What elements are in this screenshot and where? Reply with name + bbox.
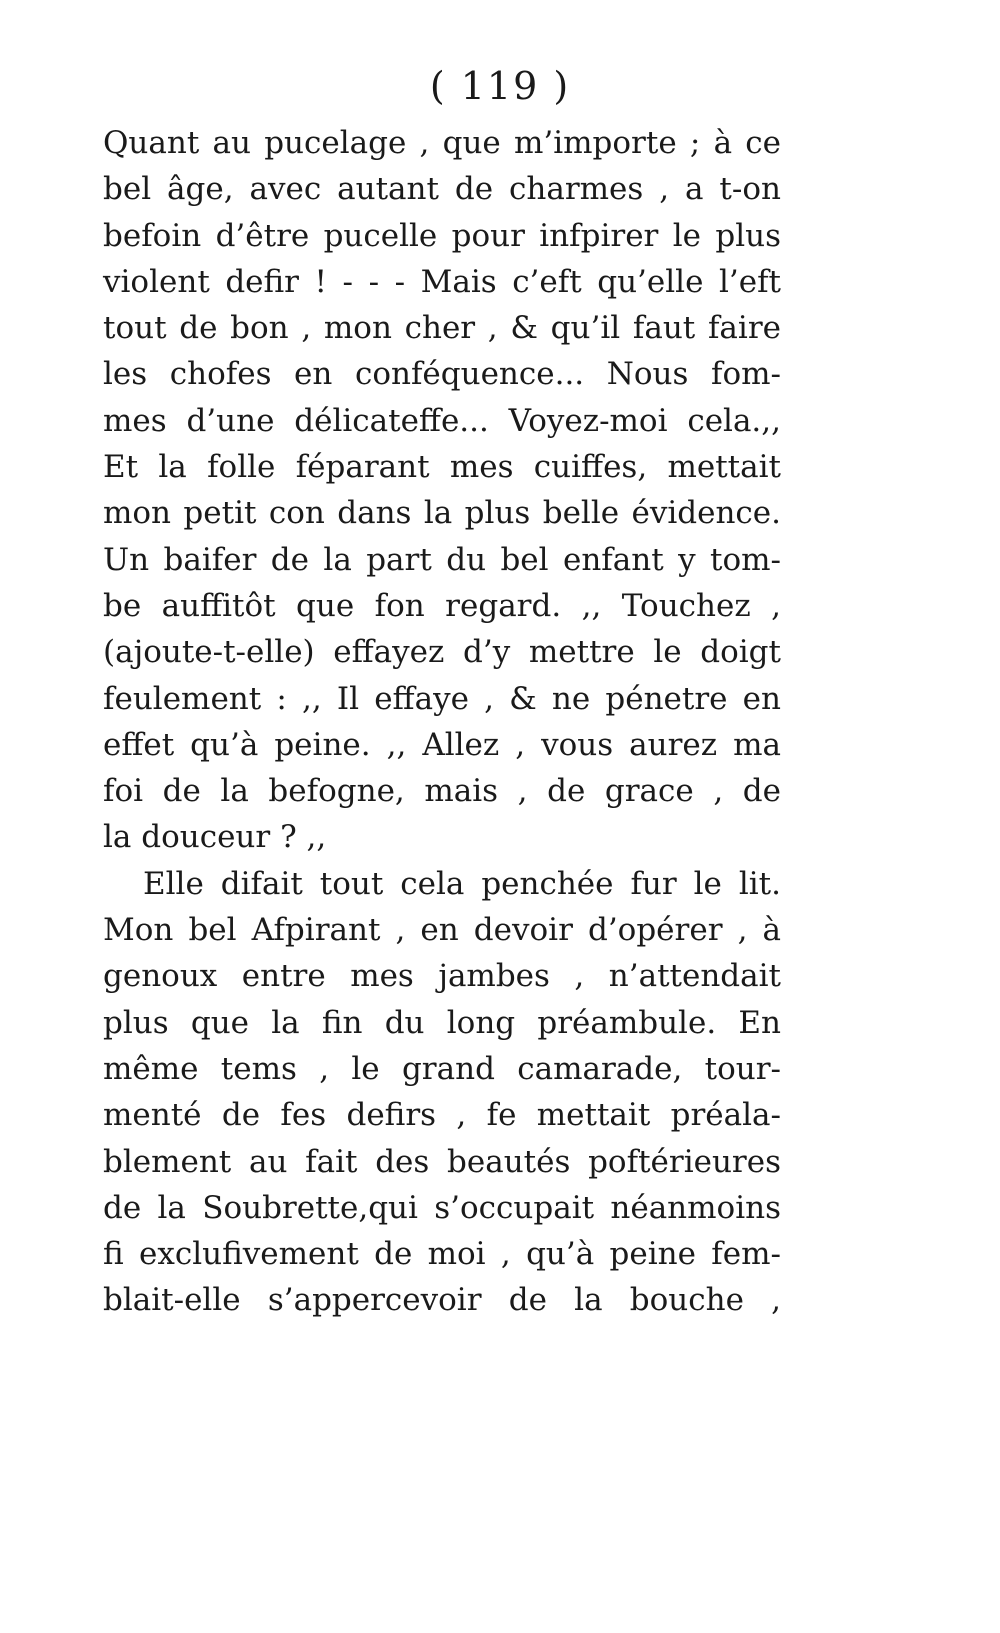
text-line: violent defir ! - - - Mais c’eft qu’elle l’eft: [103, 263, 781, 300]
text-line: Quant au pucelage , que m’importe ; à ce: [103, 125, 781, 161]
text-line: les chofes en conféquence... Nous fom-: [103, 356, 781, 393]
text-line: la douceur ? ,,: [103, 819, 327, 856]
text-line: Elle difait tout cela penchée fur le lit.: [143, 865, 781, 902]
body-text: [103, 120, 781, 1324]
text-line: genoux entre mes jambes , n’attendait: [103, 958, 781, 995]
text-line: tout de bon , mon cher , & qu’il faut faire: [103, 310, 781, 347]
text-line: menté de fes defirs , fe mettait préala-: [103, 1097, 781, 1134]
text-line: de la Soubrette,qui s’occupait néanmoins: [103, 1189, 781, 1226]
text-line: blait-elle s’appercevoir de la bouche ,: [103, 1282, 781, 1319]
text-line: bel âge, avec autant de charmes , a t-on: [103, 171, 781, 208]
text-line: Et la folle féparant mes cuiffes, mettait: [103, 449, 781, 486]
page-number: ( 119 ): [429, 64, 571, 108]
text-line: plus que la fin du long préambule. En: [103, 1004, 781, 1041]
paragraph-1: [103, 120, 781, 861]
text-line: Mon bel Afpirant , en devoir d’opérer , à: [103, 912, 781, 949]
text-line: effet qu’à peine. ,, Allez , vous aurez ma: [103, 726, 781, 763]
paragraph-2: [103, 861, 781, 1324]
text-line: mes d’une délicateffe... Voyez-moi cela.,,: [103, 402, 781, 439]
text-line: feulement : ,, Il effaye , & ne pénetre en: [103, 680, 781, 717]
text-line: Un baifer de la part du bel enfant y tom-: [103, 541, 781, 578]
text-line: fi exclufivement de moi , qu’à peine fem-: [103, 1236, 781, 1273]
text-line: blement au fait des beautés poftérieures: [103, 1143, 781, 1180]
text-line: mon petit con dans la plus belle évidence.: [103, 495, 781, 532]
text-line: foi de la befogne, mais , de grace , de: [103, 773, 781, 810]
text-line: befoin d’être pucelle pour infpirer le plus: [103, 217, 781, 254]
text-line: même tems , le grand camarade, tour-: [103, 1050, 781, 1087]
text-line: (ajoute-t-elle) effayez d’y mettre le doigt: [103, 634, 781, 671]
text-line: be auffitôt que fon regard. ,, Touchez ,: [103, 587, 781, 624]
